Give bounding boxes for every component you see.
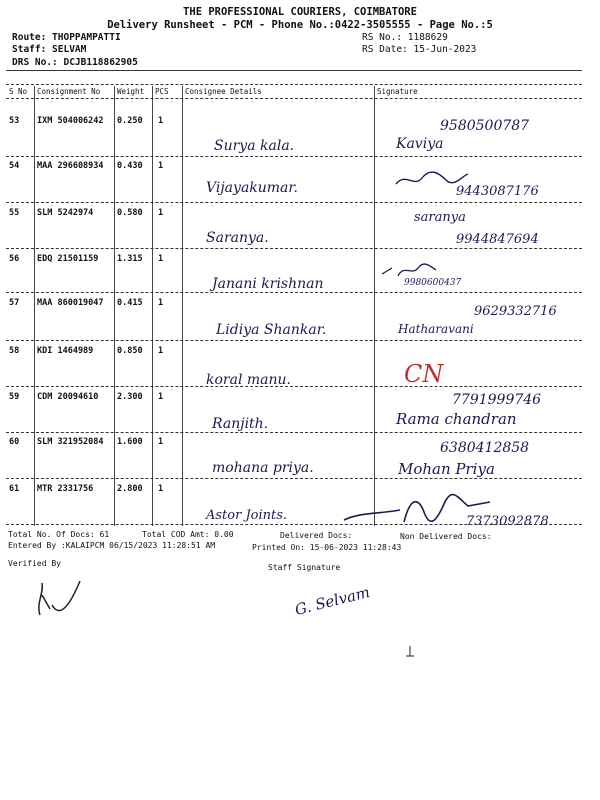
row-sno: 58 xyxy=(9,346,20,356)
row-consignment: CDM 20094610 xyxy=(37,392,99,402)
row-weight: 0.850 xyxy=(117,346,143,356)
consignee-handwriting: Saranya. xyxy=(206,230,269,246)
row-divider xyxy=(6,202,582,203)
row-consignment: MAA 296608934 xyxy=(37,161,104,171)
entered-by: Entered By :KALAIPCM 06/15/2023 11:28:51 AM xyxy=(8,541,216,550)
verified-by-label: Verified By xyxy=(8,559,61,568)
signature-phone: 9580500787 xyxy=(440,118,530,134)
col-rule xyxy=(182,86,183,526)
signature-phone: 6380412858 xyxy=(440,440,530,456)
row-pcs: 1 xyxy=(158,298,164,308)
signature-phone: 7373092878 xyxy=(466,514,549,529)
row-sno: 60 xyxy=(9,437,20,447)
row-sno: 54 xyxy=(9,161,20,171)
total-cod: Total COD Amt: 0.00 xyxy=(142,530,234,539)
printed-on: Printed On: 15-06-2023 11:28:43 xyxy=(252,543,402,552)
signature-mark: CN xyxy=(404,360,444,388)
signature-phone: 7791999746 xyxy=(452,392,542,408)
row-divider xyxy=(6,386,582,387)
consignee-handwriting: Janani krishnan xyxy=(212,276,324,292)
row-sno: 61 xyxy=(9,484,20,494)
row-sno: 59 xyxy=(9,392,20,402)
col-rule xyxy=(114,86,115,526)
col-header-pcs: PCS xyxy=(155,87,169,96)
consignee-handwriting: Surya kala. xyxy=(214,138,295,154)
rs-number: RS No.: 1188629 xyxy=(362,32,448,43)
row-divider xyxy=(6,292,582,293)
row-consignment: KDI 1464989 xyxy=(37,346,94,356)
route-label: Route: THOPPAMPATTI xyxy=(12,32,121,43)
consignee-handwriting: mohana priya. xyxy=(212,460,314,476)
signature-phone: 9980600437 xyxy=(404,278,462,288)
signature-name: Mohan Priya xyxy=(398,460,495,478)
row-divider xyxy=(6,340,582,341)
row-consignment: MTR 2331756 xyxy=(37,484,94,494)
signature-phone: 9443087176 xyxy=(456,184,539,199)
row-weight: 1.600 xyxy=(117,437,143,447)
row-divider xyxy=(6,432,582,433)
non-delivered-docs: Non Delivered Docs: xyxy=(400,532,492,541)
staff-signature-label: Staff Signature xyxy=(268,563,341,572)
signature-name: saranya xyxy=(414,210,466,225)
row-sno: 55 xyxy=(9,208,20,218)
row-divider xyxy=(6,478,582,479)
col-header-signature: Signature xyxy=(377,87,418,96)
staff-label: Staff: SELVAM xyxy=(12,44,87,55)
header-divider xyxy=(6,70,582,71)
consignee-handwriting: Lidiya Shankar. xyxy=(216,322,327,338)
table-top-rule xyxy=(6,84,582,85)
consignee-handwriting: Astor Joints. xyxy=(206,508,288,523)
consignee-handwriting: Vijayakumar. xyxy=(206,180,299,196)
row-pcs: 1 xyxy=(158,161,164,171)
row-consignment: MAA 860019047 xyxy=(37,298,104,308)
row-sno: 56 xyxy=(9,254,20,264)
row-pcs: 1 xyxy=(158,437,164,447)
col-header-sno: S No xyxy=(9,87,28,96)
consignee-handwriting: koral manu. xyxy=(206,372,291,388)
row-weight: 2.300 xyxy=(117,392,143,402)
delivered-docs: Delivered Docs: xyxy=(280,531,353,540)
row-pcs: 1 xyxy=(158,254,164,264)
row-pcs: 1 xyxy=(158,346,164,356)
row-weight: 0.250 xyxy=(117,116,143,126)
row-pcs: 1 xyxy=(158,392,164,402)
col-rule xyxy=(34,86,35,526)
table-bottom-rule xyxy=(6,524,582,525)
rs-date: RS Date: 15-Jun-2023 xyxy=(362,44,477,55)
row-pcs: 1 xyxy=(158,484,164,494)
row-weight: 0.580 xyxy=(117,208,143,218)
row-consignment: IXM 504006242 xyxy=(37,116,104,126)
drs-number: DRS No.: DCJB118862905 xyxy=(12,57,138,68)
signature-name: Hatharavani xyxy=(398,322,474,336)
row-consignment: EDQ 21501159 xyxy=(37,254,99,264)
signature-name: Kaviya xyxy=(396,136,444,152)
row-divider xyxy=(6,248,582,249)
row-weight: 2.800 xyxy=(117,484,143,494)
verifier-signature xyxy=(30,575,86,627)
signature-scribble xyxy=(392,168,472,190)
col-header-weight: Weight xyxy=(117,87,145,96)
staff-signature-hand: G. Selvam xyxy=(292,583,372,619)
page-mark xyxy=(404,644,416,662)
row-sno: 53 xyxy=(9,116,20,126)
row-pcs: 1 xyxy=(158,208,164,218)
col-header-rule xyxy=(6,98,582,99)
row-weight: 1.315 xyxy=(117,254,143,264)
row-divider xyxy=(6,156,582,157)
row-sno: 57 xyxy=(9,298,20,308)
row-weight: 0.430 xyxy=(117,161,143,171)
signature-phone: 9944847694 xyxy=(456,232,539,247)
signature-name: Rama chandran xyxy=(396,410,517,428)
col-header-consignee: Consignee Details xyxy=(185,87,262,96)
col-rule xyxy=(374,86,375,526)
row-pcs: 1 xyxy=(158,116,164,126)
col-header-consignment: Consignment No xyxy=(37,87,101,96)
runsheet-title: Delivery Runsheet - PCM - Phone No.:0422-3505555 - Page No.:5 xyxy=(107,19,493,31)
signature-scribble xyxy=(340,492,500,528)
row-consignment: SLM 5242974 xyxy=(37,208,94,218)
signature-phone: 9629332716 xyxy=(474,304,557,319)
signature-scribble xyxy=(378,262,438,280)
total-docs: Total No. Of Docs: 61 xyxy=(8,530,110,539)
consignee-handwriting: Ranjith. xyxy=(212,416,269,432)
company-title: THE PROFESSIONAL COURIERS, COIMBATORE xyxy=(183,6,417,18)
col-rule xyxy=(152,86,153,526)
row-consignment: SLM 321952084 xyxy=(37,437,104,447)
row-weight: 0.415 xyxy=(117,298,143,308)
